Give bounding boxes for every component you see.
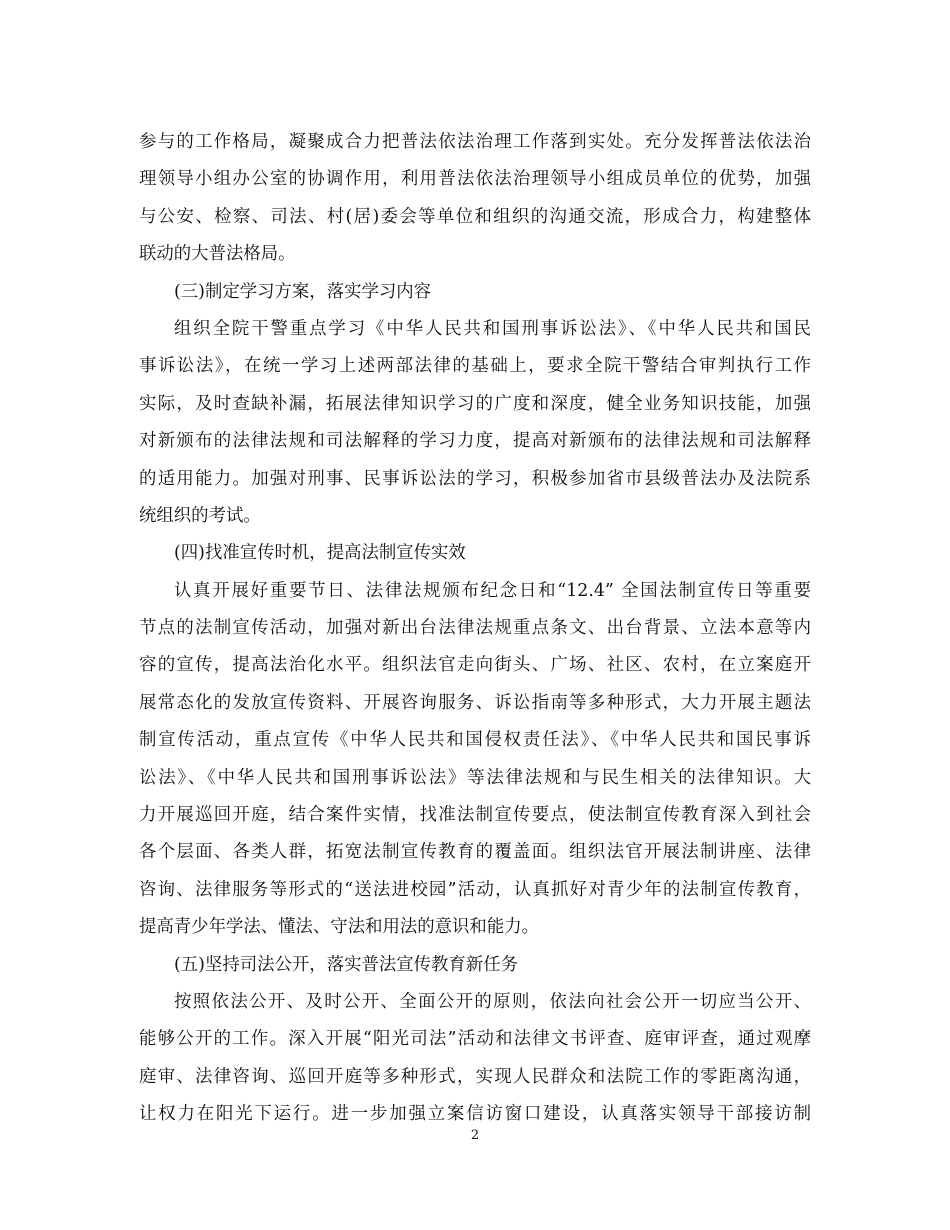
paragraph-line: 节点的法制宣传活动，加强对新出台法律法规重点条文、出台背景、立法本意等内: [139, 618, 811, 639]
paragraph-line: 统组织的考试。: [139, 505, 261, 526]
paragraph-line: 咨询、法律服务等形式的“送法进校园”活动，认真抓好对青少年的法制宣传教育，: [139, 879, 811, 900]
page-number: 2: [470, 1128, 480, 1143]
paragraph-line: 的适用能力。加强对刑事、民事诉讼法的学习，积极参加省市县级普法办及法院系: [139, 468, 811, 489]
paragraph-line: 庭审、法律咨询、巡回开庭等多种形式，实现人民群众和法院工作的零距离沟通，: [139, 1066, 811, 1087]
paragraph-line: 讼法》、《中华人民共和国刑事诉讼法》等法律法规和与民生相关的法律知识。大: [139, 767, 811, 788]
paragraph-line: 按照依法公开、及时公开、全面公开的原则，依法向社会公开一切应当公开、: [174, 991, 811, 1012]
paragraph-line: 力开展巡回开庭，结合案件实情，找准法制宣传要点，使法制宣传教育深入到社会: [139, 805, 811, 826]
section-heading: (三)制定学习方案，落实学习内容: [174, 281, 432, 302]
paragraph-line: 各个层面、各类人群，拓宽法制宣传教育的覆盖面。组织法官开展法制讲座、法律: [139, 842, 811, 863]
paragraph-line: 展常态化的发放宣传资料、开展咨询服务、诉讼指南等多种形式，大力开展主题法: [139, 692, 811, 713]
paragraph-line: 容的宣传，提高法治化水平。组织法官走向街头、广场、社区、农村，在立案庭开: [139, 655, 811, 676]
paragraph-line: 与公安、检察、司法、村(居)委会等单位和组织的沟通交流，形成合力，构建整体: [139, 206, 811, 227]
paragraph-line: 能够公开的工作。深入开展“阳光司法”活动和法律文书评查、庭审评查，通过观摩: [139, 1029, 811, 1050]
document-body: [139, 124, 811, 1134]
paragraph-line: 制宣传活动，重点宣传《中华人民共和国侵权责任法》、《中华人民共和国民事诉: [139, 730, 811, 751]
paragraph-line: 参与的工作格局，凝聚成合力把普法依法治理工作落到实处。充分发挥普法依法治: [139, 132, 811, 152]
section-heading: (五)坚持司法公开，落实普法宣传教育新任务: [174, 954, 518, 975]
section-heading: (四)找准宣传时机，提高法制宣传实效: [174, 543, 466, 564]
paragraph-line: 实际，及时查缺补漏，拓展法律知识学习的广度和深度，健全业务知识技能，加强: [139, 393, 811, 414]
paragraph-line: 组织全院干警重点学习《中华人民共和国刑事诉讼法》、《中华人民共和国民: [174, 318, 811, 339]
paragraph-line: 提高青少年学法、懂法、守法和用法的意识和能力。: [139, 917, 539, 938]
paragraph-line: 事诉讼法》，在统一学习上述两部法律的基础上，要求全院干警结合审判执行工作: [139, 356, 811, 377]
paragraph-line: 认真开展好重要节日、法律法规颁布纪念日和“12.4” 全国法制宣传日等重要: [174, 580, 811, 601]
paragraph-line: 理领导小组办公室的协调作用，利用普法依法治理领导小组成员单位的优势，加强: [139, 169, 811, 190]
paragraph-line: 对新颁布的法律法规和司法解释的学习力度，提高对新颁布的法律法规和司法解释: [139, 431, 811, 452]
paragraph-line: 让权力在阳光下运行。进一步加强立案信访窗口建设，认真落实领导干部接访制: [139, 1104, 811, 1125]
paragraph-line: 联动的大普法格局。: [139, 244, 296, 265]
